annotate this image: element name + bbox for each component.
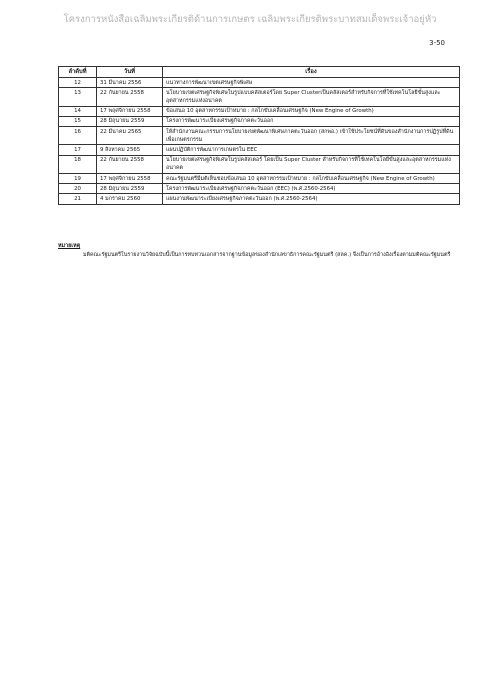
column-header-subject: เรื่อง bbox=[163, 67, 460, 78]
table-row bbox=[59, 88, 460, 106]
table-row bbox=[59, 174, 460, 184]
row-number: 14 bbox=[59, 106, 97, 116]
row-date: 4 มกราคม 2560 bbox=[97, 194, 163, 204]
row-subject: โครงการพัฒนาระเบียงเศรษฐกิจภาคตะวันออก bbox=[163, 116, 460, 126]
row-number: 12 bbox=[59, 78, 97, 88]
row-number: 18 bbox=[59, 155, 97, 173]
row-date: 22 กันยายน 2558 bbox=[97, 88, 163, 106]
row-subject: โครงการพัฒนาระเบียงเศรษฐกิจภาคตะวันออก (EEC) (พ.ศ.2560-2564) bbox=[163, 184, 460, 194]
table-row bbox=[59, 184, 460, 194]
row-number: 21 bbox=[59, 194, 97, 204]
running-header: โครงการหนังสือเฉลิมพระเกียรติด้านการเกษตร เฉลิมพระเกียรติพระบาทสมเด็จพระเจ้าอยู่หัว bbox=[63, 14, 437, 25]
row-subject: ให้สำนักงานคณะกรรมการนโยบายเขตพัฒนาพิเศษภาคตะวันออก (สกพอ.) เข้าใช้ประโยชน์ที่ดินของสำนักงานการปฏิรูปที่ดินเพื่อเกษตรกรรม bbox=[163, 127, 460, 145]
table-row bbox=[59, 145, 460, 155]
row-date: 17 พฤศจิกายน 2558 bbox=[97, 106, 163, 116]
page-number: 3-50 bbox=[429, 39, 445, 47]
column-header-date: วันที่ bbox=[97, 67, 163, 78]
row-subject: คณะรัฐมนตรีมีมติเห็นชอบข้อเสนอ 10 อุตสาหกรรมเป้าหมาย : กลไกขับเคลื่อนเศรษฐกิจ (New Engine of Growth) bbox=[163, 174, 460, 184]
row-subject: แผนปฏิบัติการพัฒนาการเกษตรใน EEC bbox=[163, 145, 460, 155]
table-row bbox=[59, 116, 460, 126]
table-row bbox=[59, 78, 460, 88]
table-row bbox=[59, 127, 460, 145]
row-number: 17 bbox=[59, 145, 97, 155]
row-date: 17 พฤศจิกายน 2558 bbox=[97, 174, 163, 184]
resolutions-table bbox=[58, 66, 460, 205]
row-date: 28 มิถุนายน 2559 bbox=[97, 116, 163, 126]
table-row bbox=[59, 155, 460, 173]
table-row bbox=[59, 194, 460, 204]
row-date: 22 มีนาคม 2565 bbox=[97, 127, 163, 145]
row-date: 28 มิถุนายน 2559 bbox=[97, 184, 163, 194]
row-date: 9 สิงหาคม 2565 bbox=[97, 145, 163, 155]
row-number: 15 bbox=[59, 116, 97, 126]
row-date: 22 กันยายน 2558 bbox=[97, 155, 163, 173]
row-subject: แผนงานพัฒนาระเบียงเศรษฐกิจภาคตะวันออก (พ.ศ.2560-2564) bbox=[163, 194, 460, 204]
column-header-number: ลำดับที่ bbox=[59, 67, 97, 78]
row-date: 31 มีนาคม 2556 bbox=[97, 78, 163, 88]
row-subject: นโยบายเขตเศรษฐกิจพิเศษในรูปคลัสเตอร์ โดยเป็น Super Cluster สำหรับกิจการที่ใช้เทคโนโลยีขั้นสูงและอุตสาหกรรมแห่งอนาคต bbox=[163, 155, 460, 173]
row-number: 13 bbox=[59, 88, 97, 106]
notes-body: มติคณะรัฐมนตรีในรายงานวิจัยฉบับนี้เป็นการทบทวนเอกสารจากฐานข้อมูลของสำนักเลขาธิการคณะรัฐมนตรี (สลค.) จึงเป็นการอ้างอิงเรื่องตามมติคณะรัฐมนตรี bbox=[83, 252, 451, 258]
table-row bbox=[59, 106, 460, 116]
row-subject: ข้อเสนอ 10 อุตสาหกรรมเป้าหมาย : กลไกขับเคลื่อนเศรษฐกิจ (New Engine of Growth) bbox=[163, 106, 460, 116]
notes-title: หมายเหตุ bbox=[58, 243, 81, 249]
notes-section bbox=[58, 242, 459, 260]
row-subject: นโยบายเขตเศรษฐกิจพิเศษในรูปแบบคลัสเตอร์โดย Super Clusterเป็นคลัสเตอร์สำหรับกิจการที่ใช้เทคโนโลยีขั้นสูงและอุตสาหกรรมแห่งอนาคต bbox=[163, 88, 460, 106]
row-number: 20 bbox=[59, 184, 97, 194]
row-number: 19 bbox=[59, 174, 97, 184]
table-header-row bbox=[59, 67, 460, 78]
row-subject: แนวทางการพัฒนาเขตเศรษฐกิจพิเศษ bbox=[163, 78, 460, 88]
row-number: 16 bbox=[59, 127, 97, 145]
